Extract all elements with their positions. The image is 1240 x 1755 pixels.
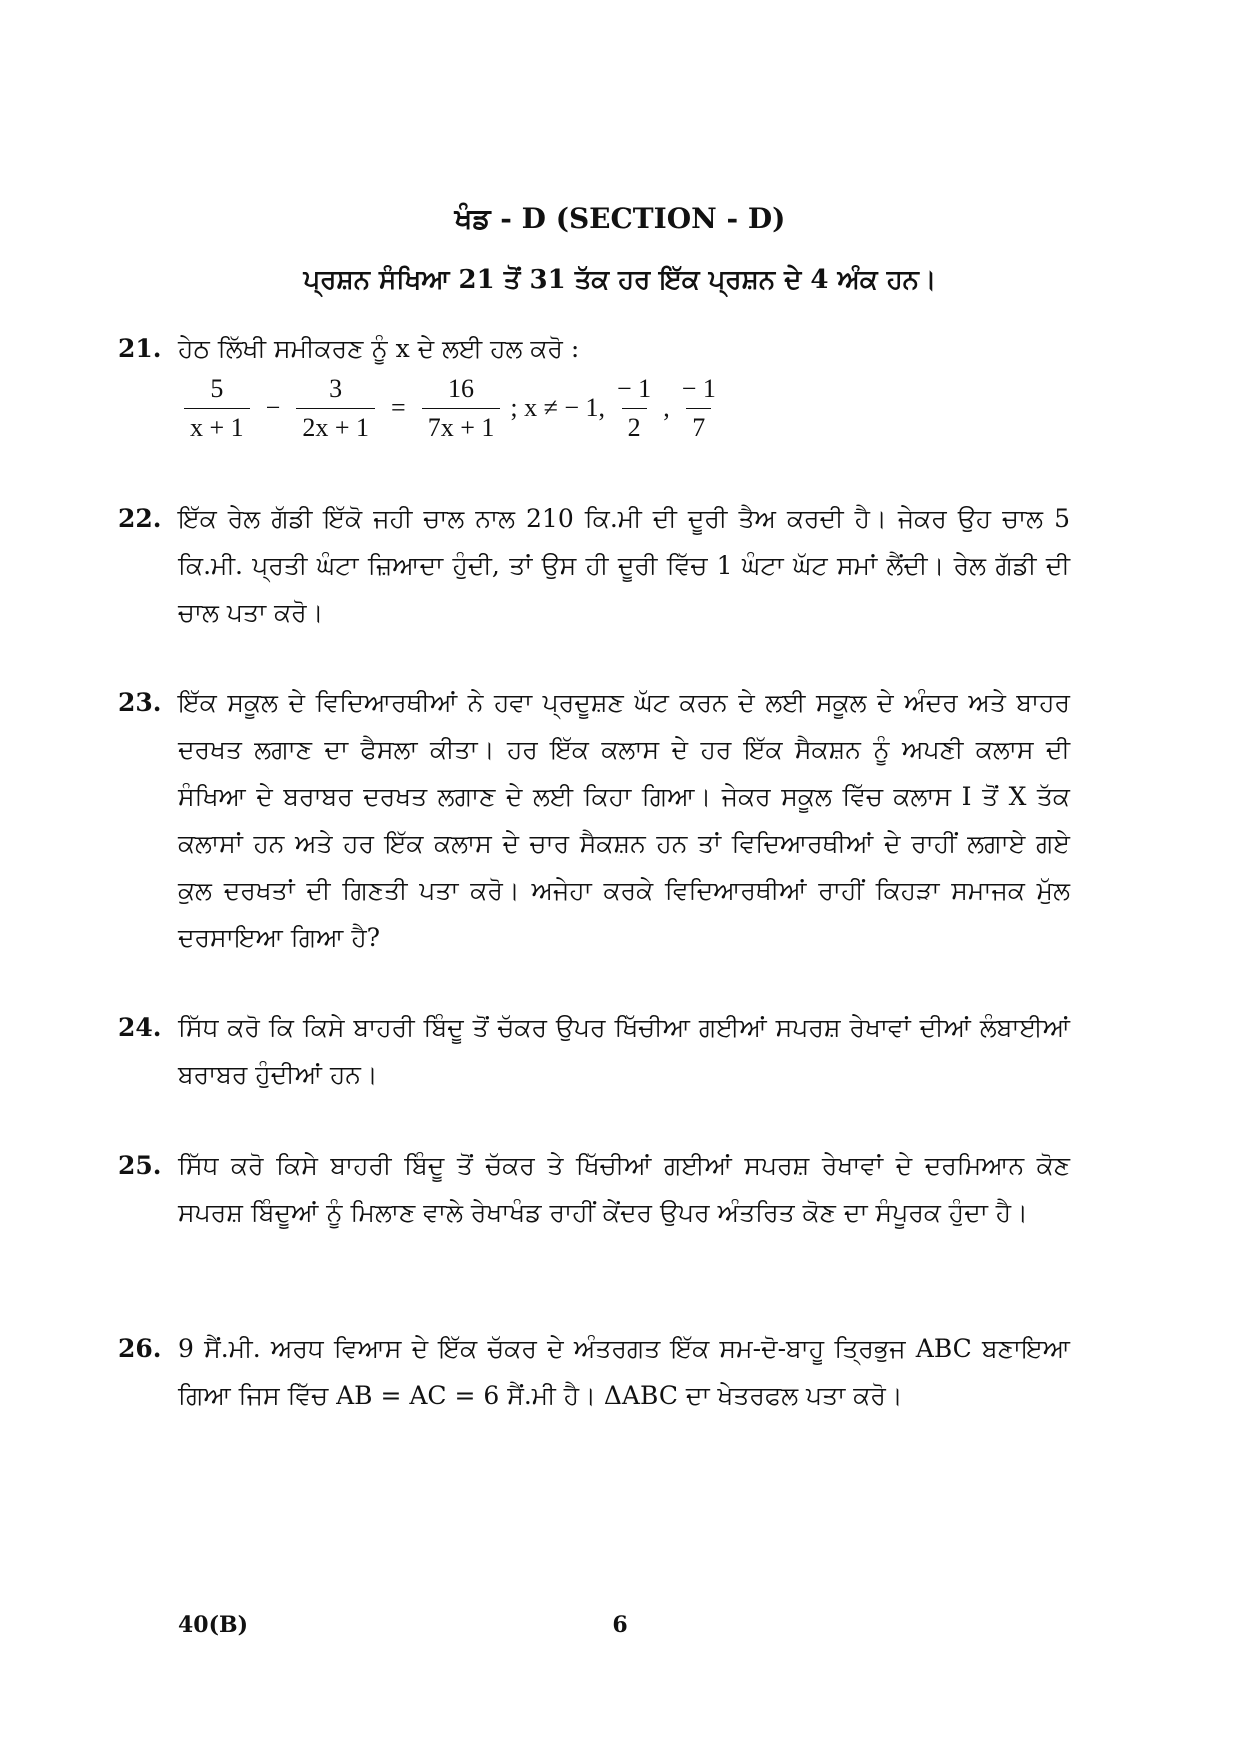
question-number: 22. xyxy=(118,504,162,533)
denominator: 7 xyxy=(686,408,711,443)
fraction xyxy=(296,374,375,443)
paper-code: 40(B) xyxy=(178,1612,249,1638)
fraction xyxy=(184,374,250,443)
denominator: x + 1 xyxy=(184,408,250,443)
equation-condition: ; x ≠ − 1, xyxy=(510,393,606,422)
page-number: 6 xyxy=(612,1612,628,1638)
question-23 xyxy=(118,679,1070,961)
fraction xyxy=(611,374,657,443)
question-21 xyxy=(118,325,1070,372)
minus-sign: − xyxy=(265,393,281,422)
equation-q21 xyxy=(178,368,728,448)
fraction xyxy=(422,374,501,443)
question-text: ਇੱਕ ਸਕੂਲ ਦੇ ਵਿਦਿਆਰਥੀਆਂ ਨੇ ਹਵਾ ਪ੍ਰਦੂਸ਼ਣ ਘੱਟ ਕਰਨ ਦੇ ਲਈ ਸਕੂਲ ਦੇ ਅੰਦਰ ਅਤੇ ਬਾਹਰ ਦਰਖਤ ਲਗਾਣ ਦਾ ਫੈਸਲਾ ਕੀਤਾ। ਹਰ ਇੱਕ ਕਲਾਸ ਦੇ ਹਰ ਇੱਕ ਸੈਕਸ਼ਨ ਨੂੰ ਅਪਣੀ ਕਲਾਸ ਦੀ ਸੰਖਿਆ ਦੇ ਬਰਾਬਰ ਦਰਖਤ ਲਗਾਣ ਦੇ ਲਈ ਕਿਹਾ ਗਿਆ। ਜੇਕਰ ਸਕੂਲ ਵਿੱਚ ਕਲਾਸ I ਤੋਂ X ਤੱਕ ਕਲਾਸਾਂ ਹਨ ਅਤੇ ਹਰ ਇੱਕ ਕਲਾਸ ਦੇ ਚਾਰ ਸੈਕਸ਼ਨ ਹਨ ਤਾਂ ਵਿਦਿਆਰਥੀਆਂ ਦੇ ਰਾਹੀਂ ਲਗਾਏ ਗਏ ਕੁਲ ਦਰਖਤਾਂ ਦੀ ਗਿਣਤੀ ਪਤਾ ਕਰੋ। ਅਜੇਹਾ ਕਰਕੇ ਵਿਦਿਆਰਥੀਆਂ ਰਾਹੀਂ ਕਿਹੜਾ ਸਮਾਜਕ ਮੁੱਲ ਦਰਸਾਇਆ ਗਿਆ ਹੈ? xyxy=(178,688,1070,952)
section-title: ਖੰਡ - D (SECTION - D) xyxy=(454,202,786,235)
question-text: ਹੇਠ ਲਿੱਖੀ ਸਮੀਕਰਣ ਨੂੰ x ਦੇ ਲਈ ਹਲ ਕਰੋ : xyxy=(178,334,580,363)
denominator: 2 xyxy=(622,408,647,443)
question-text: ਸਿੱਧ ਕਰੋ ਕਿ ਕਿਸੇ ਬਾਹਰੀ ਬਿੰਦੂ ਤੋਂ ਚੱਕਰ ਉਪਰ ਖਿੱਚੀਆ ਗਈਆਂ ਸਪਰਸ਼ ਰੇਖਾਵਾਂ ਦੀਆਂ ਲੰਬਾਈਆਂ ਬਰਾਬਰ ਹੁੰਦੀਆਂ ਹਨ। xyxy=(178,1013,1070,1089)
question-number: 24. xyxy=(118,1013,162,1042)
numerator: − 1 xyxy=(617,373,652,403)
denominator: 7x + 1 xyxy=(422,408,501,443)
question-text: ਸਿੱਧ ਕਰੋ ਕਿਸੇ ਬਾਹਰੀ ਬਿੰਦੂ ਤੋਂ ਚੱਕਰ ਤੇ ਖਿੱਚੀਆਂ ਗਈਆਂ ਸਪਰਸ਼ ਰੇਖਾਵਾਂ ਦੇ ਦਰਮਿਆਨ ਕੋਣ ਸਪਰਸ਼ ਬਿੰਦੂਆਂ ਨੂੰ ਮਿਲਾਣ ਵਾਲੇ ਰੇਖਾਖੰਡ ਰਾਹੀਂ ਕੇਂਦਰ ਉਪਰ ਅੰਤਰਿਤ ਕੋਣ ਦਾ ਸੰਪੂਰਕ ਹੁੰਦਾ ਹੈ। xyxy=(178,1151,1070,1227)
equals-sign: = xyxy=(391,393,406,422)
denominator: 2x + 1 xyxy=(296,408,375,443)
numerator: 16 xyxy=(448,373,475,403)
question-number: 21. xyxy=(118,334,162,363)
question-text: ਇੱਕ ਰੇਲ ਗੱਡੀ ਇੱਕੋ ਜਹੀ ਚਾਲ ਨਾਲ 210 ਕਿ.ਮੀ ਦੀ ਦੂਰੀ ਤੈਅ ਕਰਦੀ ਹੈ। ਜੇਕਰ ਉਹ ਚਾਲ 5 ਕਿ.ਮੀ. ਪ੍ਰਤੀ ਘੰਟਾ ਜ਼ਿਆਦਾ ਹੁੰਦੀ, ਤਾਂ ਉਸ ਹੀ ਦੂਰੀ ਵਿੱਚ 1 ਘੰਟਾ ਘੱਟ ਸਮਾਂ ਲੈਂਦੀ। ਰੇਲ ਗੱਡੀ ਦੀ ਚਾਲ ਪਤਾ ਕਰੋ। xyxy=(178,504,1070,627)
question-number: 25. xyxy=(118,1151,162,1180)
comma: , xyxy=(663,393,670,422)
question-number: 23. xyxy=(118,688,162,717)
numerator: 5 xyxy=(210,373,224,403)
numerator: − 1 xyxy=(681,373,716,403)
question-26 xyxy=(118,1325,1070,1419)
question-25 xyxy=(118,1142,1070,1236)
question-22 xyxy=(118,495,1070,636)
question-number: 26. xyxy=(118,1334,162,1363)
numerator: 3 xyxy=(329,373,343,403)
question-text: 9 ਸੈਂ.ਮੀ. ਅਰਧ ਵਿਆਸ ਦੇ ਇੱਕ ਚੱਕਰ ਦੇ ਅੰਤਰਗਤ ਇੱਕ ਸਮ-ਦੋ-ਬਾਹੂ ਤ੍ਰਿਭੁਜ ABC ਬਣਾਇਆ ਗਿਆ ਜਿਸ ਵਿੱਚ AB = AC = 6 ਸੈਂ.ਮੀ ਹੈ। ΔABC ਦਾ ਖੇਤਰਫਲ ਪਤਾ ਕਰੋ। xyxy=(178,1334,1070,1410)
question-24 xyxy=(118,1004,1070,1098)
fraction xyxy=(676,374,722,443)
marks-instruction: ਪ੍ਰਸ਼ਨ ਸੰਖਿਆ 21 ਤੋਂ 31 ਤੱਕ ਹਰ ਇੱਕ ਪ੍ਰਸ਼ਨ ਦੇ 4 ਅੰਕ ਹਨ। xyxy=(303,265,937,295)
